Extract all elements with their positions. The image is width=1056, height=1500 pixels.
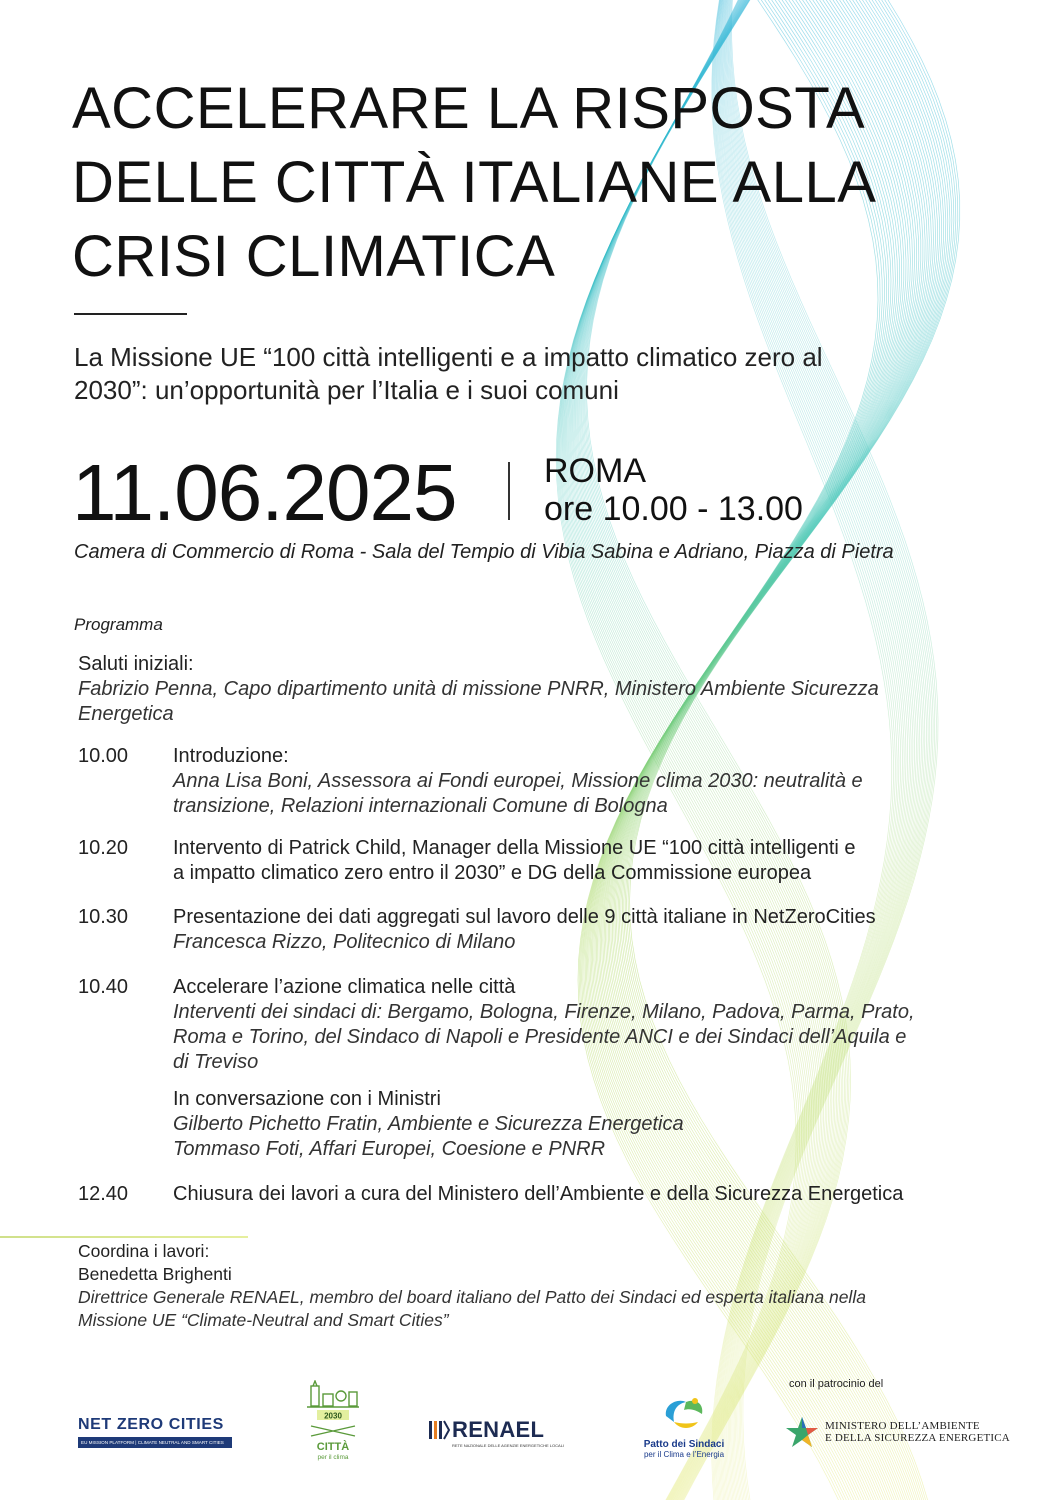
- nzc-logo-text: NET ZERO CITIES: [78, 1416, 224, 1433]
- poster-title: [72, 72, 1012, 294]
- patto-logo-subtext: per il Clima e l’Energia: [643, 1450, 725, 1459]
- ministry-environment-logo: [785, 1416, 1025, 1444]
- coordination-divider: [0, 1236, 248, 1238]
- subtitle-line-1: La Missione UE “100 città intelligenti e a impatto climatico zero al: [74, 342, 823, 372]
- coordinator-name: Benedetta Brighenti: [78, 1264, 232, 1284]
- ministry-star-icon: [785, 1416, 819, 1450]
- title-line-2: DELLE CITTÀ ITALIANE ALLA: [72, 150, 877, 215]
- programme-label: Programma: [74, 615, 163, 634]
- agenda-item: [78, 975, 1018, 1075]
- agenda-time: 10.20: [78, 837, 129, 859]
- subtitle: [74, 341, 1004, 407]
- agenda-title: Accelerare l’azione climatica nelle città: [173, 976, 516, 998]
- agenda-title: Chiusura dei lavori a cura del Ministero dell’Ambiente e della Sicurezza Energetica: [173, 1183, 904, 1205]
- agenda-time: 10.00: [78, 745, 129, 767]
- agenda-item: [78, 744, 1018, 819]
- citta-year: 2030: [324, 1411, 342, 1421]
- ministry-name-line-2: E DELLA SICUREZZA ENERGETICA: [825, 1432, 1010, 1444]
- agenda: [78, 744, 1018, 1207]
- agenda-subtitle: In conversazione con i Ministri: [173, 1088, 441, 1110]
- coordination-block: [78, 1240, 978, 1332]
- agenda-title: Intervento di Patrick Child, Manager della Missione UE “100 città intelligenti e: [173, 837, 856, 859]
- nzc-logo-subtext: EU MISSION PLATFORM | CLIMATE NEUTRAL AND SMART CITIES: [78, 1437, 232, 1448]
- title-line-3: CRISI CLIMATICA: [72, 224, 556, 289]
- greetings-heading: Saluti iniziali:: [78, 653, 194, 675]
- subtitle-line-2: 2030”: un’opportunità per l’Italia e i suoi comuni: [74, 375, 619, 405]
- event-date: 11.06.2025: [72, 448, 457, 537]
- ministry-name-line-1: MINISTERO DELL’AMBIENTE: [825, 1420, 980, 1432]
- citta-name: CITTÀ: [316, 1441, 350, 1453]
- patronage-label: con il patrocinio del: [789, 1378, 884, 1390]
- agenda-title: a impatto climatico zero entro il 2030” e DG della Commissione europea: [173, 862, 812, 884]
- agenda-speaker: Interventi dei sindaci di: Bergamo, Bologna, Firenze, Milano, Padova, Parma, Prato,: [173, 1001, 915, 1023]
- event-venue: Camera di Commercio di Roma - Sala del Tempio di Vibia Sabina e Adriano, Piazza di Pietra: [74, 541, 894, 563]
- agenda-speaker: Anna Lisa Boni, Assessora ai Fondi europei, Missione clima 2030: neutralità e: [173, 770, 863, 792]
- agenda-item: [78, 1182, 1018, 1207]
- agenda-time: 10.30: [78, 906, 129, 928]
- agenda-speaker: transizione, Relazioni internazionali Comune di Bologna: [173, 795, 668, 817]
- patto-logo-text: Patto dei Sindaci: [643, 1439, 725, 1450]
- patto-dei-sindaci-mark-icon: [662, 1394, 706, 1434]
- citta-per-il-clima-logo: [303, 1380, 363, 1462]
- event-city: ROMA: [544, 452, 646, 490]
- agenda-time: 12.40: [78, 1183, 129, 1205]
- agenda-subitem: [78, 1087, 1018, 1162]
- renael-logo-text: RENAEL: [452, 1417, 545, 1442]
- coordinator-role: Missione UE “Climate-Neutral and Smart Cities”: [78, 1310, 449, 1330]
- coordination-label: Coordina i lavori:: [78, 1241, 210, 1261]
- greetings-speaker-1: Fabrizio Penna, Capo dipartimento unità di missione PNRR, Ministero Ambiente Sicurezza: [78, 678, 879, 700]
- greetings-block: [78, 652, 978, 727]
- title-line-1: ACCELERARE LA RISPOSTA: [72, 76, 866, 141]
- title-divider: [74, 313, 187, 315]
- renael-mark-icon: [428, 1419, 450, 1441]
- agenda-speaker: Francesca Rizzo, Politecnico di Milano: [173, 931, 516, 953]
- renael-logo-subtext: RETE NAZIONALE DELLE AGENZIE ENERGETICHE LOCALI: [452, 1443, 565, 1448]
- agenda-title: Presentazione dei dati aggregati sul lavoro delle 9 città italiane in NetZeroCities: [173, 906, 876, 928]
- greetings-speaker-2: Energetica: [78, 703, 174, 725]
- agenda-item: [78, 836, 1018, 886]
- net-zero-cities-logo: [78, 1416, 232, 1448]
- renael-logo: [428, 1417, 568, 1448]
- agenda-item: [78, 905, 1018, 955]
- citta-sub: per il clima: [317, 1454, 349, 1461]
- agenda-time: 10.40: [78, 976, 129, 998]
- agenda-speaker: Tommaso Foti, Affari Europei, Coesione e PNRR: [173, 1138, 606, 1160]
- agenda-speaker: Roma e Torino, del Sindaco di Napoli e Presidente ANCI e dei Sindaci dell’Aquila e: [173, 1026, 907, 1048]
- agenda-speaker: di Treviso: [173, 1051, 259, 1073]
- event-hours: ore 10.00 - 13.00: [544, 490, 803, 528]
- patto-dei-sindaci-logo: [636, 1394, 732, 1459]
- agenda-speaker: Gilberto Pichetto Fratin, Ambiente e Sicurezza Energetica: [173, 1113, 684, 1135]
- coordinator-role: Direttrice Generale RENAEL, membro del board italiano del Patto dei Sindaci ed esperta italiana nella: [78, 1287, 866, 1307]
- agenda-title: Introduzione:: [173, 745, 289, 767]
- date-separator: [508, 462, 510, 520]
